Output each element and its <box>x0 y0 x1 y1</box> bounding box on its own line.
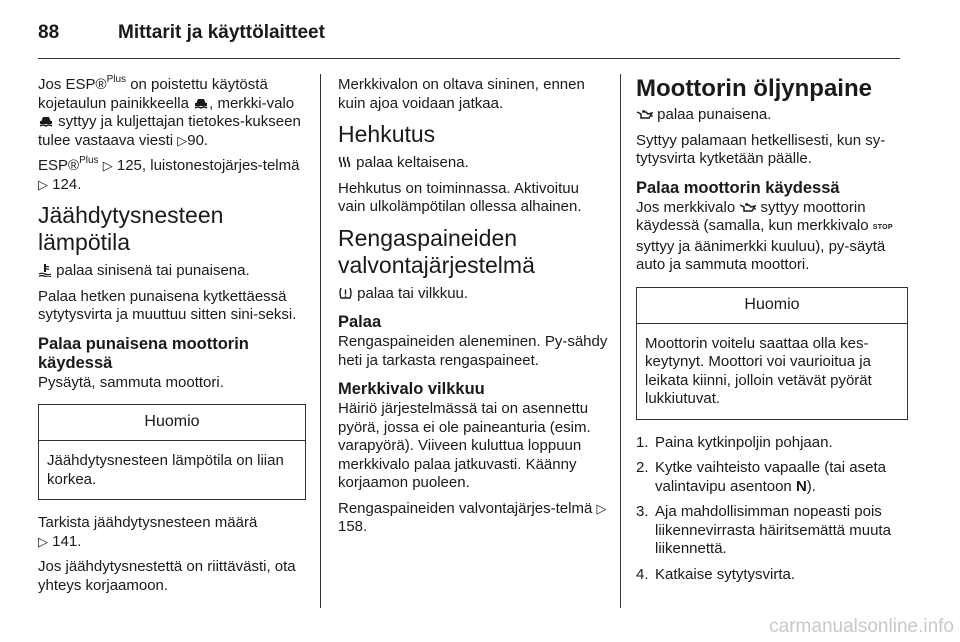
list-item: 1. Paina kytkinpoljin pohjaan. <box>636 433 833 451</box>
section-heading-coolant: Jäähdytysnesteen lämpötila <box>38 202 224 255</box>
tpms-reference-paragraph: Rengaspaineiden valvontajärjes-telmä ▷ 158. <box>338 499 607 535</box>
stop-icon: STOP <box>872 224 893 231</box>
esp-off-icon <box>193 96 209 109</box>
glow-plug-icon <box>338 155 352 169</box>
subheading-on: Palaa <box>338 313 382 331</box>
coolant-info-paragraph: Palaa hetken punaisena kytkettäessä sytytysvirta ja muuttuu sitten sini-seksi. <box>38 287 297 323</box>
column-2 <box>338 76 608 544</box>
reference-arrow-icon: ▷ <box>596 500 607 516</box>
column-divider-1 <box>320 74 321 608</box>
section-heading-oil: Moottorin öljynpaine <box>636 75 872 102</box>
page-title: Mittarit ja käyttölaitteet <box>118 22 325 43</box>
list-item: 3. Aja mahdollisimman nopeasti pois liikennevirrasta häiritsemättä muuta liikennettä. <box>636 503 891 557</box>
oil-running-paragraph: Jos merkkivalo syttyy moottorin käydessä (samalla, kun merkkivalo STOP syttyy ja äänimerkki kuuluu), py-säytä auto ja sammuta moottori. <box>636 198 893 273</box>
note-body: Moottorin voitelu saattaa olla kes-keytynyt. Moottori voi vaurioitua ja leikata kiinni, jolloin vetävät pyörät lukkiutuvat. <box>645 334 872 407</box>
steps-list <box>636 434 908 585</box>
reference-arrow-icon: ▷ <box>38 533 48 549</box>
reference-arrow-icon: ▷ <box>102 158 113 173</box>
page-header <box>38 22 325 44</box>
reference-arrow-icon: ▷ <box>177 132 188 148</box>
coolant-level-paragraph: Tarkista jäähdytysnesteen määrä ▷ 141. <box>38 514 258 550</box>
subheading-running: Palaa moottorin käydessä <box>636 178 840 197</box>
header-divider <box>38 58 900 59</box>
fault-paragraph: Häiriö järjestelmässä tai on asennettu pyörä, jossa ei ole paineanturia (esim. varapyörä). Viiveen kuluttua loppuun merkkivalo palaa jatkuvasti. Käänny korjaamon puoleen. <box>338 400 591 491</box>
subheading-red-running: Palaa punaisena moottorin käydessä <box>38 334 249 372</box>
note-box <box>38 404 306 500</box>
column-3 <box>636 76 908 591</box>
column-1 <box>38 76 306 602</box>
blue-paragraph: Merkkivalon on oltava sininen, ennen kuin ajoa voidaan jatkaa. <box>338 76 585 112</box>
list-item: 4. Katkaise sytytysvirta. <box>636 565 796 583</box>
workshop-paragraph: Jos jäähdytysnestettä on riittävästi, ota yhteys korjaamoon. <box>38 558 296 594</box>
note-box <box>636 287 908 420</box>
coolant-temp-icon <box>38 263 52 277</box>
esp-paragraph: Jos ESP®$^{Plus}$ on poistettu käytöstä kojetaulun painikkeella , merkki-valo syttyy ja kuljettajan tietokes-kukseen tulee vastaava viesti ▷90. <box>38 74 301 149</box>
section-heading-tpms: Rengaspaineiden valvontajärjestelmä <box>338 224 535 278</box>
note-body: Jäähdytysnesteen lämpötila on liian korkea. <box>47 452 284 488</box>
tire-pressure-icon <box>338 286 353 300</box>
section-heading-glow: Hehkutus <box>338 121 436 147</box>
page-number: 88 <box>38 22 60 43</box>
column-divider-2 <box>620 74 621 608</box>
coolant-paragraph: palaa sinisenä tai punaisena. <box>38 262 306 281</box>
reference-arrow-icon: ▷ <box>38 176 48 192</box>
oil-paragraph: palaa punaisena. <box>636 106 908 125</box>
glow-paragraph: palaa keltaisena. <box>338 154 608 173</box>
subheading-blink: Merkkivalo vilkkuu <box>338 380 485 398</box>
note-title: Huomio <box>637 288 907 324</box>
oil-info-paragraph: Syttyy palamaan hetkellisesti, kun sy-tytysvirta kytketään päälle. <box>636 131 886 167</box>
esp-reference-paragraph: ESP®$^{Plus}$ ▷ 125, luistonestojärjes-telmä ▷ 124. <box>38 155 300 193</box>
watermark: carmanualsonline.info <box>769 616 954 637</box>
esp-off-icon <box>38 114 54 127</box>
oil-can-icon <box>636 109 653 120</box>
list-item: 2. Kytke vaihteisto vapaalle (tai aseta valintavipu asentoon N). <box>636 459 886 495</box>
glow-info-paragraph: Hehkutus on toiminnassa. Aktivoituu vain ulkolämpötilan ollessa alhainen. <box>338 179 582 215</box>
oil-can-icon <box>739 202 756 213</box>
stop-paragraph: Pysäytä, sammuta moottori. <box>38 373 224 391</box>
tpms-paragraph: palaa tai vilkkuu. <box>338 285 608 304</box>
pressure-loss-paragraph: Rengaspaineiden aleneminen. Py-sähdy heti ja tarkasta rengaspaineet. <box>338 333 608 369</box>
note-title: Huomio <box>39 405 305 441</box>
